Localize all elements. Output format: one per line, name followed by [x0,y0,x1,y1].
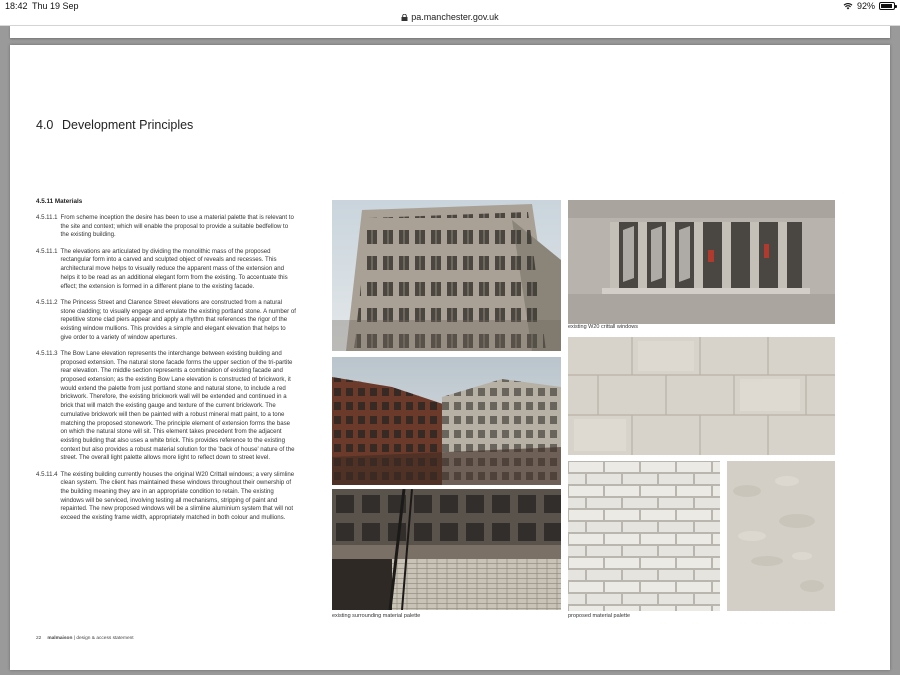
caption-proposed: proposed material palette [568,613,631,619]
paragraph [36,214,298,240]
paragraph [36,350,298,463]
page-title: Development Principles [62,118,194,132]
paragraph-number: 4.5.11.4 [36,470,58,478]
page-number: 22 [36,636,42,641]
paragraph-number: 4.5.11.3 [36,349,58,357]
date: Thu 19 Sep [32,1,79,11]
paragraph-number: 4.5.11.2 [36,298,58,306]
address-bar[interactable] [0,12,900,26]
heading-number: 4.0 [36,118,54,132]
section-heading: 4.5.11 Materials [36,198,83,205]
status-bar [0,0,900,12]
photo-stone-building [332,200,561,351]
paragraph [36,248,298,292]
swatch-stone-cladding [568,337,835,455]
paragraph-text: The Princess Street and Clarence Street elevations are constructed from a natural stone cladding; to visually engage and emulate the existing portland stone. A number of repetitive stone clad piers appear and apply a rhythm that references the rigor of the existing window mullions. This provides a simple and elegant elevation that helps to give order to a variety of window apertures. [60,298,296,341]
previous-page [10,26,890,38]
paragraph-number: 4.5.11.1 [36,214,58,221]
paragraph-text: The elevations are articulated by dividing the monolithic mass of the proposed rectangular form into a carved and sculpted object of reveals and recesses. This architectural move helps to visually reduce the apparent mass of the extension and helps it to be read as an additional elegant form from the existing. To accentuate this effect; the extension is formed in a different plane to the existing facade. [60,247,288,290]
url-text: pa.manchester.gov.uk [411,12,499,22]
document-subtitle: | design & access statement [72,636,134,641]
clock: 18:42 [5,1,28,11]
battery-icon [879,2,895,10]
lock-icon [401,14,408,21]
photo-street-facade [332,489,561,610]
wifi-icon [843,2,853,10]
photo-crittall-windows [568,200,835,324]
caption-surrounding: existing surrounding material palette [332,613,421,619]
paragraph-list [36,214,298,530]
paragraph-text: The Bow Lane elevation represents the interchange between existing building and proposed extension. The natural stone facade forms the upper section of the tri-partite rear elevation. The middle section represents a combination of existing facade and proposed extension; as the existing Bow Lane elevation is constructed of brickwork, it would extend the palette from just portland stone and natural stone, to include a red brickwork. Therefore, the existing brickwork wall will be extended and continued in a brick that will match the existing gauge and texture of the current brickwork. The cumulative brickwork will then be painted with a robust mineral matt paint, to a tone matching the proposed stonework. The principle element of extension forms the base on which the natural stone will sit. This element takes precedent from the adjacent existing building that also uses a white brick. This provides reference to the existing context but also provides a robust material solution for the 'back of house' nature of the street. The overall light palette allows more light to reflect down to street level. [60,349,295,462]
document-page [10,45,890,670]
paragraph [36,471,298,523]
paragraph-text: The existing building currently houses the original W20 Crittall windows; a very slimline clean system. The client has maintained these windows throughout their ownership of the building meaning they are in an appropriate condition to retain. The existing windows will be serviced, involving testing all mechanisms, stripping of paint and repainted. The new proposed windows will be a slimline aluminium system that will not exceed the existing frame width, appropriately matched in both colour and mullions. [60,470,295,522]
caption-crittall: existing W20 crittall windows [568,324,638,330]
paragraph-text: From scheme inception the desire has been to use a material palette that is relevant to the site and context; which will enable the proposal to provide a suitable bedfellow to the existing building. [60,214,294,239]
photo-street-upward [332,357,561,485]
battery-percent: 92% [856,1,875,11]
paragraph-number: 4.5.11.1 [36,247,58,255]
document-name: malmaison [47,636,73,641]
paragraph [36,299,298,343]
swatch-white-brick [568,461,720,611]
page-footer [36,636,134,641]
swatch-stone-texture [727,461,835,611]
